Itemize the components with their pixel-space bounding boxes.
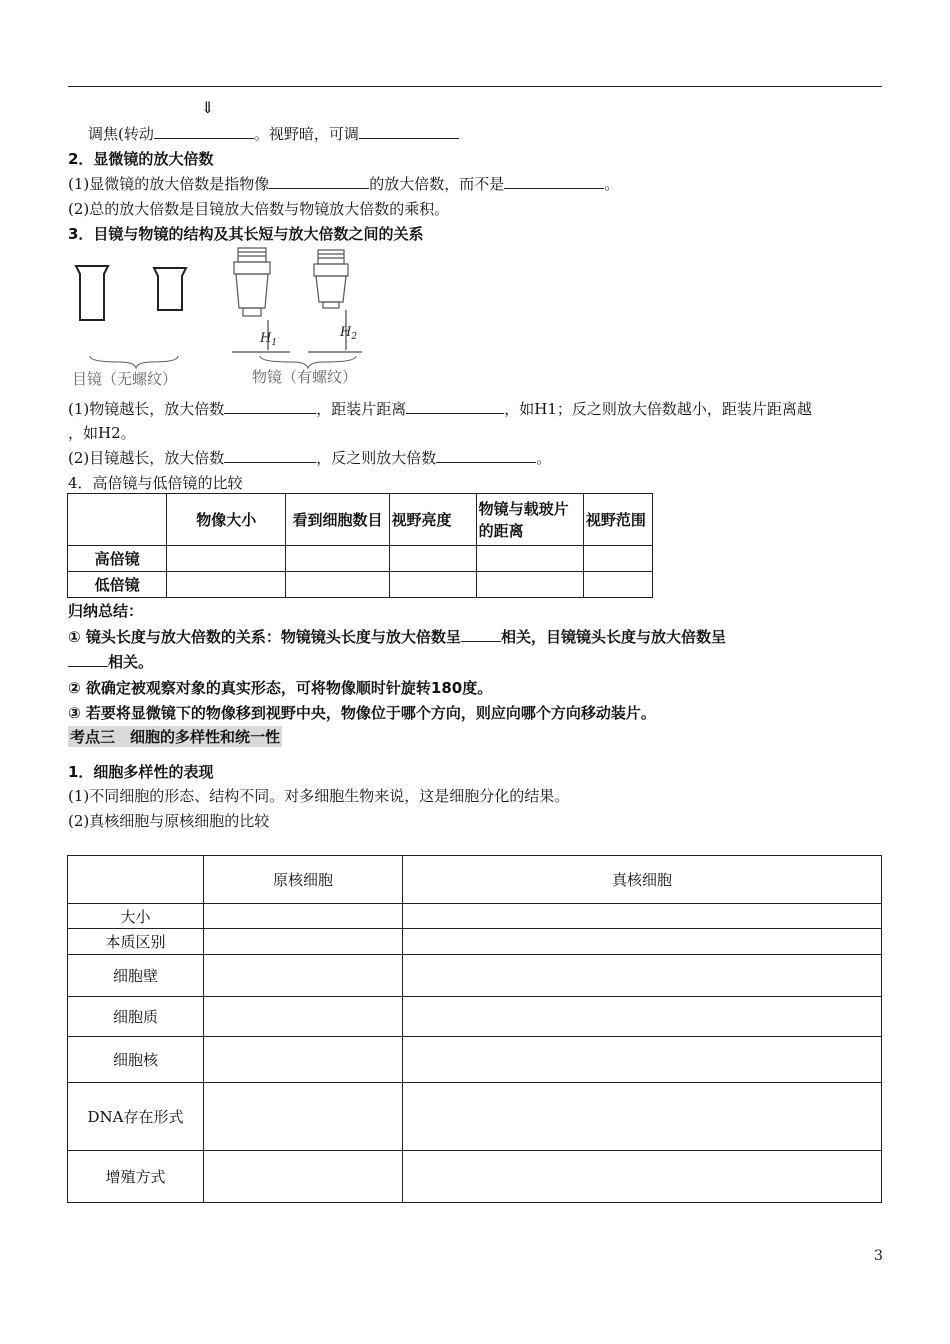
row-label: 细胞核 xyxy=(68,1037,204,1083)
summary-point-2: ② 欲确定被观察对象的真实形态，可将物像顺时针旋转180度。 xyxy=(68,679,493,697)
s3-line2: (2)目镜越长，放大倍数 ，反之则放大倍数 。 xyxy=(68,449,552,467)
summary-point-1-cont: 相关。 xyxy=(68,651,153,672)
h1-label: $H_1$ xyxy=(260,331,278,348)
table-row xyxy=(68,1151,882,1203)
objective-long-icon xyxy=(234,248,270,316)
brace-eyepiece xyxy=(90,356,178,368)
answer-blank[interactable] xyxy=(68,652,108,667)
answer-blank[interactable] xyxy=(224,399,316,414)
section-4-heading: 4．高倍镜与低倍镜的比较 xyxy=(68,474,243,492)
row-label: 低倍镜 xyxy=(68,572,167,598)
answer-cell[interactable] xyxy=(583,546,652,572)
answer-cell[interactable] xyxy=(204,1037,403,1083)
table-header-cell xyxy=(68,856,204,904)
eyepiece-long-icon xyxy=(76,266,108,320)
section-2-heading: 2．显微镜的放大倍数 xyxy=(68,150,214,168)
answer-cell[interactable] xyxy=(389,546,476,572)
row-label: 高倍镜 xyxy=(68,546,167,572)
s2-line2: (2)总的放大倍数是目镜放大倍数与物镜放大倍数的乘积。 xyxy=(68,200,450,218)
row-label: 细胞质 xyxy=(68,997,204,1037)
answer-cell[interactable] xyxy=(204,1083,403,1151)
answer-cell[interactable] xyxy=(403,997,882,1037)
table-header-cell: 看到细胞数目 xyxy=(286,494,389,546)
eyepiece-short-icon xyxy=(154,268,186,310)
row-label: DNA存在形式 xyxy=(68,1083,204,1151)
answer-cell[interactable] xyxy=(204,904,403,929)
table-row xyxy=(68,1083,882,1151)
row-label: 增殖方式 xyxy=(68,1151,204,1203)
k3-line1: (1)不同细胞的形态、结构不同。对多细胞生物来说，这是细胞分化的结果。 xyxy=(68,787,570,805)
answer-cell[interactable] xyxy=(389,572,476,598)
table-header-cell: 视野亮度 xyxy=(389,494,476,546)
answer-cell[interactable] xyxy=(583,572,652,598)
focus-line: 调焦(转动 。视野暗，可调 xyxy=(88,123,459,144)
answer-cell[interactable] xyxy=(204,997,403,1037)
down-arrow-icon: ⇓ xyxy=(201,98,215,117)
header-rule xyxy=(68,86,882,87)
table-header-cell: 物像大小 xyxy=(167,494,286,546)
answer-cell[interactable] xyxy=(167,546,286,572)
answer-cell[interactable] xyxy=(403,1083,882,1151)
row-label: 大小 xyxy=(68,904,204,929)
table-row xyxy=(68,929,882,955)
table-header-cell xyxy=(68,494,167,546)
s3-line1-cont: ，如H2。 xyxy=(68,424,136,442)
answer-cell[interactable] xyxy=(403,929,882,955)
table-row xyxy=(68,546,653,572)
answer-blank[interactable] xyxy=(269,174,369,189)
row-label: 细胞壁 xyxy=(68,955,204,997)
cell-comparison-table xyxy=(67,855,882,1203)
table-row xyxy=(68,997,882,1037)
answer-cell[interactable] xyxy=(403,1151,882,1203)
answer-cell[interactable] xyxy=(204,1151,403,1203)
answer-blank[interactable] xyxy=(154,124,254,139)
magnification-table xyxy=(67,493,653,598)
answer-blank[interactable] xyxy=(224,448,316,463)
answer-blank[interactable] xyxy=(504,174,604,189)
answer-cell[interactable] xyxy=(286,572,389,598)
summary-title: 归纳总结： xyxy=(68,602,144,620)
topic-3-title: 考点三 细胞的多样性和统一性 xyxy=(70,728,281,746)
table-header-cell: 视野范围 xyxy=(583,494,652,546)
summary-point-3: ③ 若要将显微镜下的物像移到视野中央，物像位于哪个方向，则应向哪个方向移动装片。 xyxy=(68,704,656,722)
k3-heading: 1．细胞多样性的表现 xyxy=(68,763,214,781)
table-row xyxy=(68,955,882,997)
answer-cell[interactable] xyxy=(476,572,583,598)
answer-cell[interactable] xyxy=(476,546,583,572)
answer-blank[interactable] xyxy=(461,627,501,642)
answer-cell[interactable] xyxy=(403,1037,882,1083)
row-label: 本质区别 xyxy=(68,929,204,955)
table-header-cell: 真核细胞 xyxy=(403,856,882,904)
answer-cell[interactable] xyxy=(286,546,389,572)
page-number: 3 xyxy=(874,1248,883,1264)
h2-label: $H_2$ xyxy=(340,325,358,342)
table-row xyxy=(68,904,882,929)
answer-cell[interactable] xyxy=(403,955,882,997)
answer-cell[interactable] xyxy=(204,955,403,997)
table-header-cell: 原核细胞 xyxy=(204,856,403,904)
table-row xyxy=(68,1037,882,1083)
answer-cell[interactable] xyxy=(204,929,403,955)
eyepiece-caption: 目镜（无螺纹） xyxy=(72,370,178,388)
objective-caption: 物镜（有螺纹） xyxy=(252,368,358,386)
s2-line1: (1)显微镜的放大倍数是指物像 的放大倍数，而不是 。 xyxy=(68,175,620,193)
objective-short-icon xyxy=(314,250,348,308)
answer-cell[interactable] xyxy=(403,904,882,929)
answer-cell[interactable] xyxy=(167,572,286,598)
table-row xyxy=(68,572,653,598)
answer-blank[interactable] xyxy=(359,124,459,139)
summary-point-1: ① 镜头长度与放大倍数的关系：物镜镜头长度与放大倍数呈 相关，目镜镜头长度与放大倍数呈 xyxy=(68,628,726,646)
answer-blank[interactable] xyxy=(436,448,536,463)
k3-line2: (2)真核细胞与原核细胞的比较 xyxy=(68,812,270,830)
s3-line1: (1)物镜越长，放大倍数 ，距装片距离 ，如H1；反之则放大倍数越小，距装片距离越 xyxy=(68,400,812,418)
answer-blank[interactable] xyxy=(406,399,504,414)
table-header-cell: 物镜与载玻片的距离 xyxy=(476,494,583,546)
section-3-heading: 3．目镜与物镜的结构及其长短与放大倍数之间的关系 xyxy=(68,225,424,243)
